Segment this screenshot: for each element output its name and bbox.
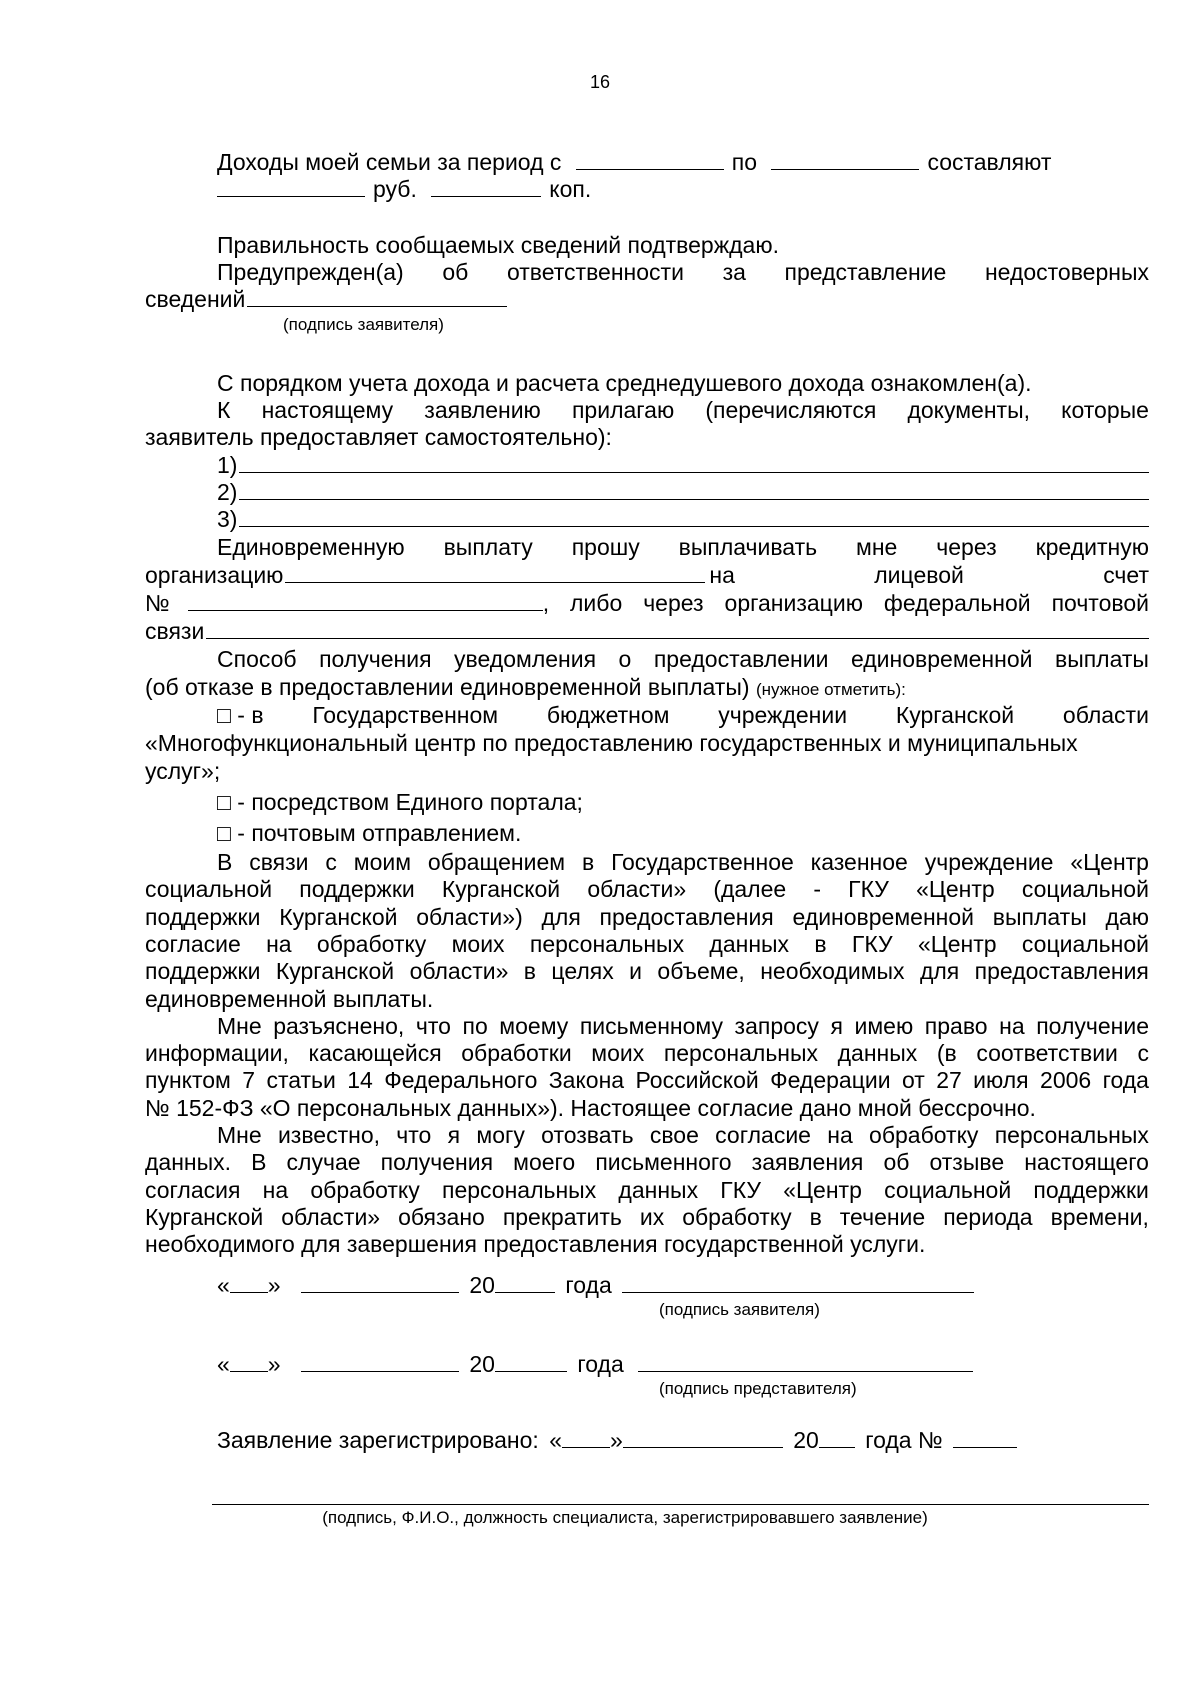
page-number: 16 [589,72,611,92]
word: на [827,1122,853,1148]
word: прошу [571,534,640,560]
word: (далее [713,876,787,903]
consent-line [217,1012,1149,1040]
notify-option-mfc[interactable] [217,701,1149,729]
word: 14 [347,1067,373,1094]
word: что [415,1012,451,1039]
word: обращением [427,849,566,875]
word: с [325,849,337,875]
word: Федерации [770,1067,891,1094]
word: Способ [217,646,297,672]
word: на [266,930,292,957]
word: 2006 [1040,1067,1092,1094]
word: согласие [715,1122,811,1148]
word: □ - в [217,702,264,728]
word: обработки [461,1040,572,1067]
word: в [523,958,537,985]
word: В [251,1149,267,1176]
word: известно, [277,1122,380,1148]
word: социальной [145,876,273,903]
word: отзыве [929,1149,1005,1176]
applicant-signature-blank[interactable] [247,286,507,307]
word: учреждение [924,849,1054,875]
word: разъяснено, [273,1012,405,1039]
word: выплаты [992,903,1087,930]
word: я [830,1012,843,1039]
word: об [442,259,469,285]
word: в [809,1203,822,1230]
word: согласия [145,1176,241,1203]
word: К [217,397,231,423]
word: предоставления [599,903,774,930]
word: об [883,1149,910,1176]
word: случае [286,1149,361,1176]
income-line-1 [217,148,1149,176]
word: ГКУ [848,876,889,903]
year-word: года [565,1272,612,1298]
svyazi-label: связи [145,618,205,644]
word: согласие [145,930,241,957]
word: в [581,849,595,875]
consent-line [145,903,1149,931]
year-prefix: 20 [469,1272,495,1298]
kop-label: коп. [549,176,592,202]
item-number: 3) [217,506,238,532]
word: Курганской [275,958,395,985]
word: обработку [682,1203,792,1230]
word: мне [856,534,898,560]
open-quote: « [217,1272,230,1298]
word: социальной [1021,876,1149,903]
word: Курганской [441,876,561,903]
notify-option-mfc-line-2: «Многофункциональный центр по предоставлению государственных и муниципальных [145,730,1078,756]
word: для [919,958,960,985]
notify-line-1 [217,645,1149,673]
word: - [813,876,822,903]
word: «Центр [783,1176,862,1203]
word: за [722,259,746,285]
word: данных. [145,1149,232,1176]
consent-line [217,848,1149,876]
word: поддержки [145,903,261,930]
postal-words [543,589,1149,617]
word: выплату [443,534,533,560]
reg-month-blank[interactable] [623,1427,783,1448]
word: данных [709,930,790,957]
income-text-b: по [731,149,758,175]
word: моих [451,930,505,957]
notify-option-mfc-line-3: услуг»; [145,758,221,784]
kop-blank[interactable] [431,176,541,197]
word: ГКУ [851,930,893,957]
attachment-2-blank[interactable] [239,478,1149,500]
payment-line-3 [145,589,1149,617]
word: федеральной [883,590,1031,616]
consent-line [145,1176,1149,1204]
word: обработку [869,1122,979,1148]
period-from-blank[interactable] [576,149,724,170]
word: моих [591,1040,645,1067]
confirm-text: Правильность сообщаемых сведений подтверждаю. [217,232,779,258]
close-quote: » [267,1272,281,1298]
word: поддержки [299,876,415,903]
word: казенное [810,849,908,875]
word: данных [618,1176,699,1203]
word: о [618,646,632,672]
rub-label: руб. [373,176,417,202]
word: связи [249,849,309,875]
consent-line [145,930,1149,958]
word: (перечисляются [705,397,877,423]
warned-line [217,258,1149,286]
word: с [1137,1040,1149,1067]
word: единовременной [850,646,1033,672]
word: области» [409,958,509,985]
item-number: 2) [217,479,238,505]
word: их [639,1203,665,1230]
attach-line-2: заявитель предоставляет самостоятельно): [145,424,612,450]
account-number-blank[interactable] [188,589,543,611]
consent-line [217,1121,1149,1149]
word: настоящему [261,397,394,423]
word: прекратить [502,1203,622,1230]
word: имею [854,1012,914,1039]
word: даю [1105,903,1149,930]
year-blank[interactable] [495,1272,555,1293]
word: персональных [663,1040,819,1067]
consent-line [145,957,1149,985]
word: через [643,590,704,616]
word: обработку [316,930,427,957]
word: Российской [635,1067,759,1094]
rub-blank[interactable] [217,176,365,197]
word: социальной [884,1176,1012,1203]
income-text-c: составляют [927,149,1052,175]
specialist-signature-line[interactable] [212,1504,1149,1505]
word: которые [1061,397,1149,423]
word: через [936,534,997,560]
reg-year-word: года № [865,1427,943,1453]
registration-label: Заявление зарегистрировано: [217,1427,539,1453]
word: на [262,1176,289,1203]
word: лицевой [874,562,964,588]
word: кредитную [1035,534,1149,560]
applicant-date-line [217,1271,1149,1299]
word: «Центр [1070,849,1149,875]
word: свое [649,1122,699,1148]
payment-line-1 [217,533,1149,561]
attachment-item-3 [217,505,1149,533]
word: ГКУ [720,1176,762,1203]
income-text-a: Доходы моей семьи за период с [217,149,562,175]
word: получение [1036,1012,1149,1039]
close-quote: » [267,1351,281,1377]
word: Закона [548,1067,625,1094]
word: счет [1103,562,1149,588]
org-label: организацию [145,562,284,588]
word: социальной [1021,930,1149,957]
word: по [462,1012,488,1039]
word: я [447,1122,461,1148]
word: поддержки [145,958,261,985]
word: персональных [994,1122,1149,1148]
consent-line-last: необходимого для завершения предоставления государственной услуги. [145,1231,926,1258]
word: настоящего [1024,1149,1149,1176]
word: Единовременную [217,534,405,560]
word: «Центр [917,930,997,957]
postal-org-blank[interactable] [206,617,1149,639]
credit-org-blank[interactable] [285,561,705,583]
attachment-1-blank[interactable] [239,451,1149,473]
word: бюджетном [546,702,670,728]
word: моего [513,1149,576,1176]
caption-representative: (подпись представителя) [659,1379,857,1398]
word: отозвать [541,1122,634,1148]
notify-line-2 [145,673,1149,704]
representative-date-line [217,1350,1149,1378]
word: Мне [217,1012,262,1039]
word: и [629,958,643,985]
word: письменному [579,1012,723,1039]
consent-line [145,1203,1149,1231]
word: на [709,562,735,588]
reg-number-blank[interactable] [953,1427,1017,1448]
word: представление [784,259,947,285]
word: области [1062,702,1149,728]
word: могу [476,1122,525,1148]
day-blank[interactable] [230,1272,268,1293]
word: моим [353,849,412,875]
item-number: 1) [217,452,238,478]
word: времени, [1050,1203,1149,1230]
word: Курганской [895,702,1015,728]
word: предоставления [974,958,1149,985]
word: в [814,930,827,957]
notify-option-mail[interactable]: □ - почтовым отправлением. [217,820,522,846]
word: Предупрежден(а) [217,259,404,285]
caption-applicant: (подпись заявителя) [659,1300,820,1319]
attach-line-1 [217,396,1149,424]
word: области» [587,876,687,903]
attachment-3-blank[interactable] [239,505,1149,527]
payment-line-4 [145,617,1149,645]
number-sign: № [145,590,170,616]
word: информации, [145,1040,289,1067]
word: почтовой [1051,590,1149,616]
word: , [542,590,550,616]
word: 27 [936,1067,962,1094]
word: данных [837,1040,918,1067]
payment-line-2 [145,561,1149,589]
word: на [999,1012,1025,1039]
reg-day-blank[interactable] [562,1427,610,1448]
word: (в [936,1040,957,1067]
word: В [217,849,233,875]
word: либо [570,590,623,616]
word: Курганской [279,903,398,930]
attachment-item-2 [217,478,1149,506]
consent-line [145,1066,1149,1094]
year-prefix: 20 [469,1351,495,1377]
word: статьи [266,1067,336,1094]
word: Государственное [611,849,794,875]
word: для [541,903,581,930]
word: года [1102,1067,1149,1094]
account-words [709,561,1149,589]
word: Государственном [312,702,499,728]
word: документы, [907,397,1030,423]
word: обработку [310,1176,420,1203]
word: что [396,1122,432,1148]
word: прилагаю [571,397,675,423]
procedure-text: С порядком учета дохода и расчета среднедушевого дохода ознакомлен(а). [217,370,1032,396]
word: объеме, [657,958,745,985]
close-quote: » [610,1427,623,1453]
word: периода [943,1203,1033,1230]
word: выплаты [1054,646,1149,672]
consent-line-last: единовременной выплаты. [145,985,434,1012]
word: 7 [242,1067,256,1094]
word: моему [499,1012,569,1039]
word: право [924,1012,988,1039]
open-quote: « [217,1351,230,1377]
signature-caption-1: (подпись заявителя) [283,315,444,334]
registration-line [217,1426,1149,1454]
day-blank[interactable] [230,1351,268,1372]
word: заявлению [424,397,541,423]
period-to-blank[interactable] [771,149,919,170]
month-blank[interactable] [301,1351,459,1372]
word: ответственности [506,259,684,285]
word: течение [839,1203,926,1230]
open-quote: « [549,1427,563,1453]
attachment-item-1 [217,451,1149,479]
consent-line [145,1039,1149,1067]
notify-option-portal[interactable]: □ - посредством Единого портала; [217,789,583,815]
word: получения [319,646,432,672]
word: письменного [595,1149,732,1176]
representative-signature-line[interactable] [638,1351,973,1372]
details-label: сведений [145,286,246,312]
word: Федерального [384,1067,538,1094]
word: организацию [724,590,863,616]
month-blank[interactable] [301,1272,459,1293]
income-line-2 [217,175,1149,203]
consent-line [145,875,1149,903]
year-word: года [577,1351,624,1377]
word: Курганской [145,1203,264,1230]
word: единовременной [792,903,974,930]
word: Мне [217,1122,262,1148]
notify-line-2-text: (об отказе в предоставлении единовременной выплаты) [145,674,750,700]
reg-year-blank[interactable] [819,1427,855,1448]
word: заявления [751,1149,864,1176]
word: целях [551,958,614,985]
word: недостоверных [984,259,1149,285]
year-blank[interactable] [495,1351,567,1372]
word: получения [380,1149,494,1176]
word: области») [416,903,523,930]
word: соответствии [976,1040,1118,1067]
word: касающейся [308,1040,442,1067]
word: «Центр [916,876,995,903]
word: уведомления [454,646,597,672]
word: от [901,1067,925,1094]
caption-specialist: (подпись, Ф.И.О., должность специалиста, зарегистрировавшего заявление) [322,1508,928,1527]
word: области» [281,1203,381,1230]
details-line [145,285,1149,313]
word: необходимых [760,958,905,985]
word: персональных [529,930,685,957]
consent-line [145,1148,1149,1176]
word: выплачивать [678,534,818,560]
word: июля [973,1067,1029,1094]
reg-year-prefix: 20 [793,1427,819,1453]
word: запросу [734,1012,819,1039]
word: персональных [441,1176,597,1203]
word: обязано [398,1203,485,1230]
word: предоставлении [653,646,829,672]
applicant-signature-line[interactable] [622,1272,974,1293]
word: поддержки [1033,1176,1149,1203]
consent-line-last: № 152-ФЗ «О персональных данных»). Настоящее согласие дано мной бессрочно. [145,1094,1036,1121]
word: учреждении [718,702,848,728]
notify-hint: (нужное отметить): [755,680,906,699]
word: пунктом [145,1067,231,1094]
